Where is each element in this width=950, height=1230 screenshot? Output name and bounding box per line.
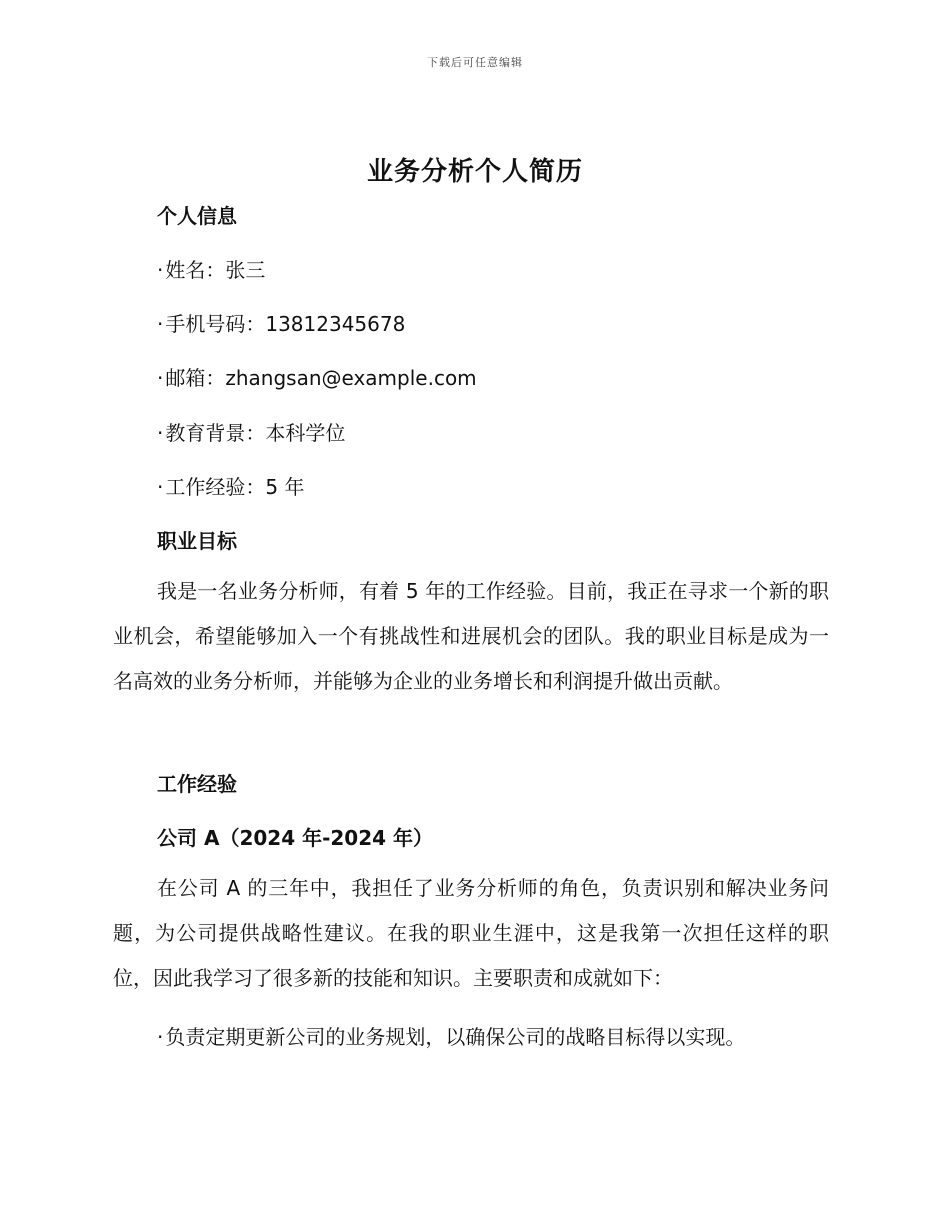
company-a-heading: 公司 A（2024 年-2024 年） (157, 826, 433, 850)
info-email: · 邮箱：zhangsan@example.com (157, 362, 477, 391)
info-name: · 姓名：张三 (157, 254, 265, 283)
company-a-paragraph: 在公司 A 的三年中，我担任了业务分析师的角色，负责识别和解决业务问题，为公司提供战略性建议。在我的职业生涯中，这是我第一次担任这样的职位，因此我学习了很多新的技能和知识。主要职责和成就如下： (113, 876, 829, 990)
info-phone: · 手机号码：13812345678 (157, 308, 405, 337)
info-education: · 教育背景：本科学位 (157, 417, 345, 446)
work-experience-heading: 工作经验 (157, 772, 237, 796)
info-experience: · 工作经验：5 年 (157, 471, 304, 500)
resume-title: 业务分析个人简历 (366, 157, 583, 187)
duty-bullet-1: · 负责定期更新公司的业务规划，以确保公司的战略目标得以实现。 (157, 1021, 745, 1050)
personal-info-heading: 个人信息 (157, 204, 237, 228)
header-note: 下载后可任意编辑 (427, 56, 523, 69)
career-goal-paragraph: 我是一名业务分析师，有着 5 年的工作经验。目前，我正在寻求一个新的职业机会，希望能够加入一个有挑战性和进展机会的团队。我的职业目标是成为一名高效的业务分析师，并能够为企业的业务增长和利润提升做出贡献。 (113, 579, 829, 693)
career-goal-heading: 职业目标 (157, 529, 237, 553)
